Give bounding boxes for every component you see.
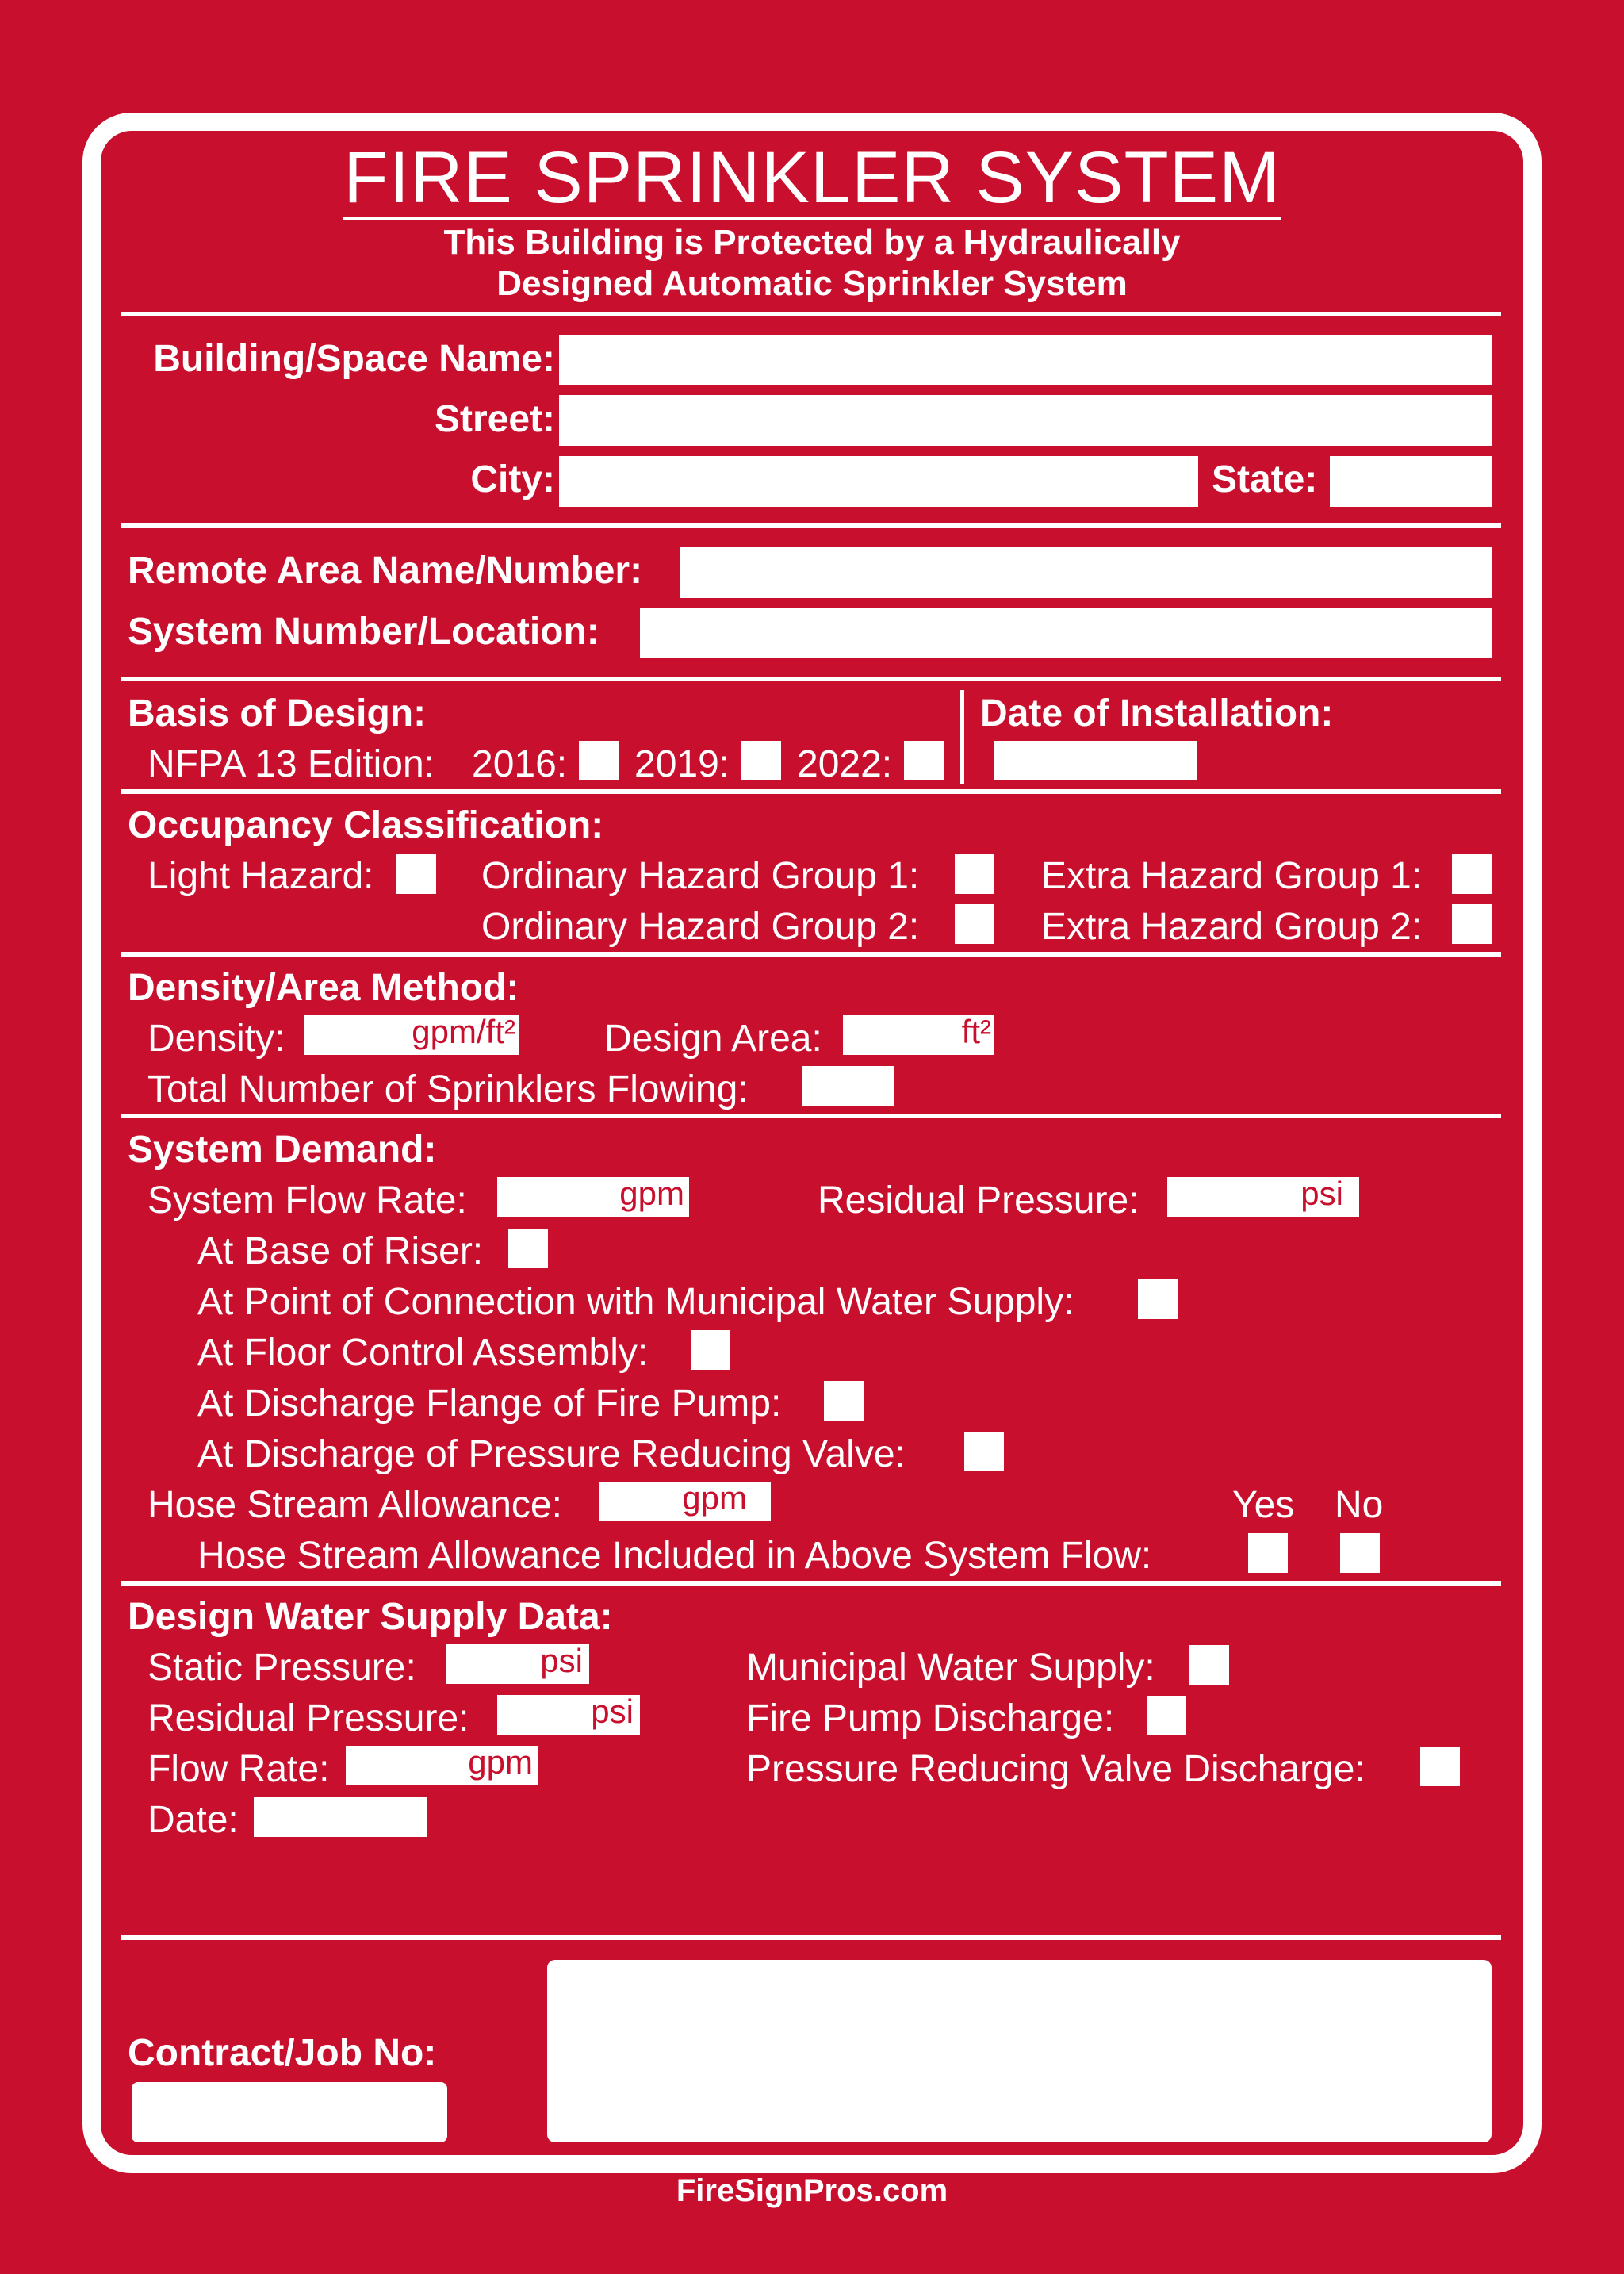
municipal-supply-checkbox[interactable] [1189,1645,1229,1685]
supply-flow-label: Flow Rate: [147,1748,330,1790]
divider [121,1114,1501,1118]
light-hazard-label: Light Hazard: [147,855,374,897]
prv-supply-checkbox[interactable] [1420,1747,1460,1786]
contract-number-field[interactable] [132,2082,447,2142]
hose-stream-unit: gpm [682,1479,747,1517]
basis-heading: Basis of Design: [128,692,427,734]
nfpa-edition-label: NFPA 13 Edition: [147,743,435,785]
building-name-field[interactable] [559,335,1492,385]
divider [121,1935,1501,1940]
design-area-field[interactable] [843,1015,994,1055]
date-installation-field[interactable] [994,741,1197,780]
contract-label: Contract/Job No: [128,2032,437,2074]
street-field[interactable] [559,395,1492,446]
static-pressure-unit: psi [540,1642,583,1679]
supply-flow-field[interactable] [346,1743,538,1785]
system-flow-label: System Flow Rate: [147,1179,467,1221]
sign-title: FIRE SPRINKLER SYSTEM [0,141,1624,220]
divider [121,952,1501,957]
sprinklers-flowing-field[interactable] [802,1066,894,1106]
demand-heading: System Demand: [128,1129,437,1171]
extra-hazard-2-checkbox[interactable] [1452,904,1492,944]
supply-date-field[interactable] [254,1797,427,1837]
static-pressure-field[interactable] [446,1644,589,1684]
yes-label: Yes [1232,1484,1295,1526]
state-label: State: [1212,458,1318,500]
density-label: Density: [147,1018,285,1060]
municipal-connection-label: At Point of Connection with Municipal Water Supply: [197,1281,1074,1323]
system-number-label: System Number/Location: [128,611,599,653]
system-number-field[interactable] [640,608,1492,658]
supply-residual-field[interactable] [497,1695,640,1735]
municipal-supply-label: Municipal Water Supply: [746,1647,1155,1689]
floor-control-label: At Floor Control Assembly: [197,1332,649,1374]
edition-2022-checkbox[interactable] [904,741,944,780]
residual-pressure-unit: psi [1300,1175,1343,1212]
supply-heading: Design Water Supply Data: [128,1596,613,1638]
density-field[interactable] [304,1015,519,1055]
supply-residual-label: Residual Pressure: [147,1697,469,1739]
hose-included-label: Hose Stream Allowance Included in Above System Flow: [197,1535,1152,1577]
fire-pump-checkbox[interactable] [1147,1696,1186,1735]
prv-supply-label: Pressure Reducing Valve Discharge: [746,1748,1365,1790]
design-area-unit: ft² [961,1013,991,1050]
remote-area-label: Remote Area Name/Number: [128,550,643,592]
fire-pump-label: Fire Pump Discharge: [746,1697,1115,1739]
building-name-label: Building/Space Name: [153,338,555,380]
notes-field[interactable] [547,1960,1492,2142]
prv-discharge-label: At Discharge of Pressure Reducing Valve: [197,1433,906,1475]
vertical-divider [960,690,964,784]
supply-date-label: Date: [147,1799,239,1841]
hose-stream-field[interactable] [599,1479,771,1521]
hose-included-yes-checkbox[interactable] [1248,1533,1288,1573]
divider [121,677,1501,681]
city-field[interactable] [559,456,1198,507]
supply-residual-unit: psi [591,1693,634,1730]
system-flow-field[interactable] [497,1177,689,1217]
street-label: Street: [434,398,555,440]
edition-2016-checkbox[interactable] [579,741,619,780]
system-flow-unit: gpm [619,1175,684,1212]
divider [121,312,1501,316]
ordinary-hazard-1-checkbox[interactable] [955,854,994,894]
edition-2016-label: 2016: [472,743,568,785]
hose-included-no-checkbox[interactable] [1340,1533,1380,1573]
light-hazard-checkbox[interactable] [396,854,436,894]
no-label: No [1335,1484,1384,1526]
municipal-connection-checkbox[interactable] [1138,1279,1178,1319]
extra-hazard-1-checkbox[interactable] [1452,854,1492,894]
floor-control-checkbox[interactable] [691,1330,730,1370]
ordinary-hazard-2-checkbox[interactable] [955,904,994,944]
edition-2019-label: 2019: [634,743,730,785]
design-area-label: Design Area: [604,1018,822,1060]
density-heading: Density/Area Method: [128,967,519,1009]
pump-flange-checkbox[interactable] [824,1381,864,1421]
edition-2022-label: 2022: [797,743,893,785]
date-installation-label: Date of Installation: [980,692,1334,734]
residual-pressure-label: Residual Pressure: [818,1179,1139,1221]
density-unit: gpm/ft² [412,1013,515,1050]
city-label: City: [470,458,555,500]
base-of-riser-label: At Base of Riser: [197,1230,484,1272]
sprinklers-flowing-label: Total Number of Sprinklers Flowing: [147,1068,749,1110]
static-pressure-label: Static Pressure: [147,1647,416,1689]
remote-area-field[interactable] [680,547,1492,598]
base-of-riser-checkbox[interactable] [508,1229,548,1268]
pump-flange-label: At Discharge Flange of Fire Pump: [197,1382,782,1425]
supply-flow-unit: gpm [468,1743,533,1781]
residual-pressure-field[interactable] [1167,1177,1359,1217]
divider [121,789,1501,794]
state-field[interactable] [1330,456,1492,507]
subtitle-line-2: Designed Automatic Sprinkler System [496,264,1128,303]
extra-hazard-1-label: Extra Hazard Group 1: [1041,855,1423,897]
occupancy-heading: Occupancy Classification: [128,804,604,846]
subtitle-line-1: This Building is Protected by a Hydraulically [443,223,1181,262]
edition-2019-checkbox[interactable] [741,741,781,780]
divider [121,1581,1501,1586]
hose-stream-label: Hose Stream Allowance: [147,1484,562,1526]
ordinary-hazard-1-label: Ordinary Hazard Group 1: [481,855,920,897]
ordinary-hazard-2-label: Ordinary Hazard Group 2: [481,906,920,948]
prv-discharge-checkbox[interactable] [964,1432,1004,1471]
extra-hazard-2-label: Extra Hazard Group 2: [1041,906,1423,948]
footer-website: FireSignPros.com [676,2173,948,2208]
divider [121,523,1501,528]
